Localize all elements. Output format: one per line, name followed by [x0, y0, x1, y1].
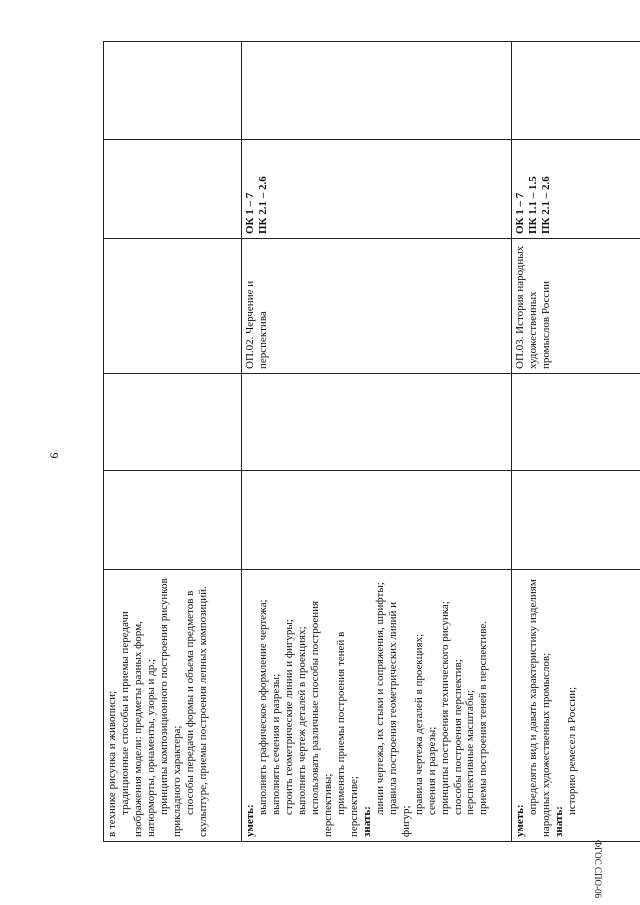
empty-cell — [104, 471, 242, 570]
requirement-line: строить геометрические линии и фигуры; — [282, 619, 295, 815]
footer-code: ФГОС СПО-06 — [593, 840, 603, 898]
section-heading: знать: — [360, 806, 373, 837]
requirements-cell — [242, 570, 512, 842]
empty-cell — [104, 42, 242, 140]
page-number: 9 — [47, 452, 62, 459]
requirements-table — [103, 42, 628, 842]
empty-cell — [242, 374, 512, 471]
requirement-line: правила чертежа деталей в проекциях; — [412, 633, 425, 815]
competency-cell: ОК 1 – 7 ПК 2.1 – 2.6 — [242, 140, 512, 239]
requirement-line: использовать различные способы построения перспективы; — [308, 600, 334, 837]
requirement-line: определять вид и давать характеристику изделиям народных художественных промыслов; — [526, 579, 552, 837]
requirement-line: применять приемы построения теней в перспективе; — [334, 631, 360, 837]
requirement-line: перспективные масштабы; — [464, 690, 477, 815]
competency-cell: ОК 1 – 7 ПК 1.1 – 1.5 ПК 2.1 – 2.6 — [512, 140, 640, 239]
discipline-cell: ОП.03. История народных художественных промыслов России — [512, 239, 640, 374]
requirement-line: способы построения перспектив; — [451, 659, 464, 815]
table-row — [512, 42, 640, 842]
requirements-cell — [512, 570, 640, 842]
table-row — [242, 42, 512, 842]
requirement-line: принципы построения технического рисунка; — [438, 601, 451, 815]
requirement-line: способы передачи формы и объема предметов в скульптуре, приемы построения лепных композиций. — [183, 586, 209, 837]
empty-cell — [512, 374, 640, 471]
discipline-cell: ОП.02. Черчение и перспектива — [242, 239, 512, 374]
requirement-line: линии чертежа, их стыки и сопряжения, шрифты; — [373, 582, 386, 815]
empty-cell — [242, 471, 512, 570]
requirement-line: историю ремесел в России; — [565, 686, 578, 815]
empty-cell — [512, 42, 640, 140]
table-row — [104, 42, 242, 842]
requirements-cell — [104, 570, 242, 842]
requirement-line: выполнять графическое оформление чертежа; — [256, 599, 269, 815]
empty-cell — [512, 471, 640, 570]
section-heading: уметь: — [514, 804, 526, 837]
discipline-cell — [104, 239, 242, 374]
requirement-line: приемы построения теней в перспективе. — [477, 621, 490, 815]
requirement-line: выполнять сечения и разрезы; — [269, 673, 282, 815]
requirement-line: сечения и разрезы; — [425, 726, 438, 815]
requirement-line: выполнять чертеж деталей в проекциях; — [295, 626, 308, 815]
section-heading: знать: — [552, 806, 565, 837]
section-heading: уметь: — [244, 804, 256, 837]
requirement-line: традиционные способы и приемы передачи изображения модели: предметы разных форм, натюрморты, орнаменты, узоры и др.; — [118, 611, 157, 837]
empty-cell — [104, 374, 242, 471]
requirement-line: правила построения геометрических линий и фигур; — [386, 602, 412, 837]
requirement-line: в технике рисунка и живописи; — [106, 690, 118, 837]
empty-cell — [242, 42, 512, 140]
competency-cell — [104, 140, 242, 239]
requirement-line: принципы композиционного построения рисунков прикладного характера; — [157, 578, 183, 837]
